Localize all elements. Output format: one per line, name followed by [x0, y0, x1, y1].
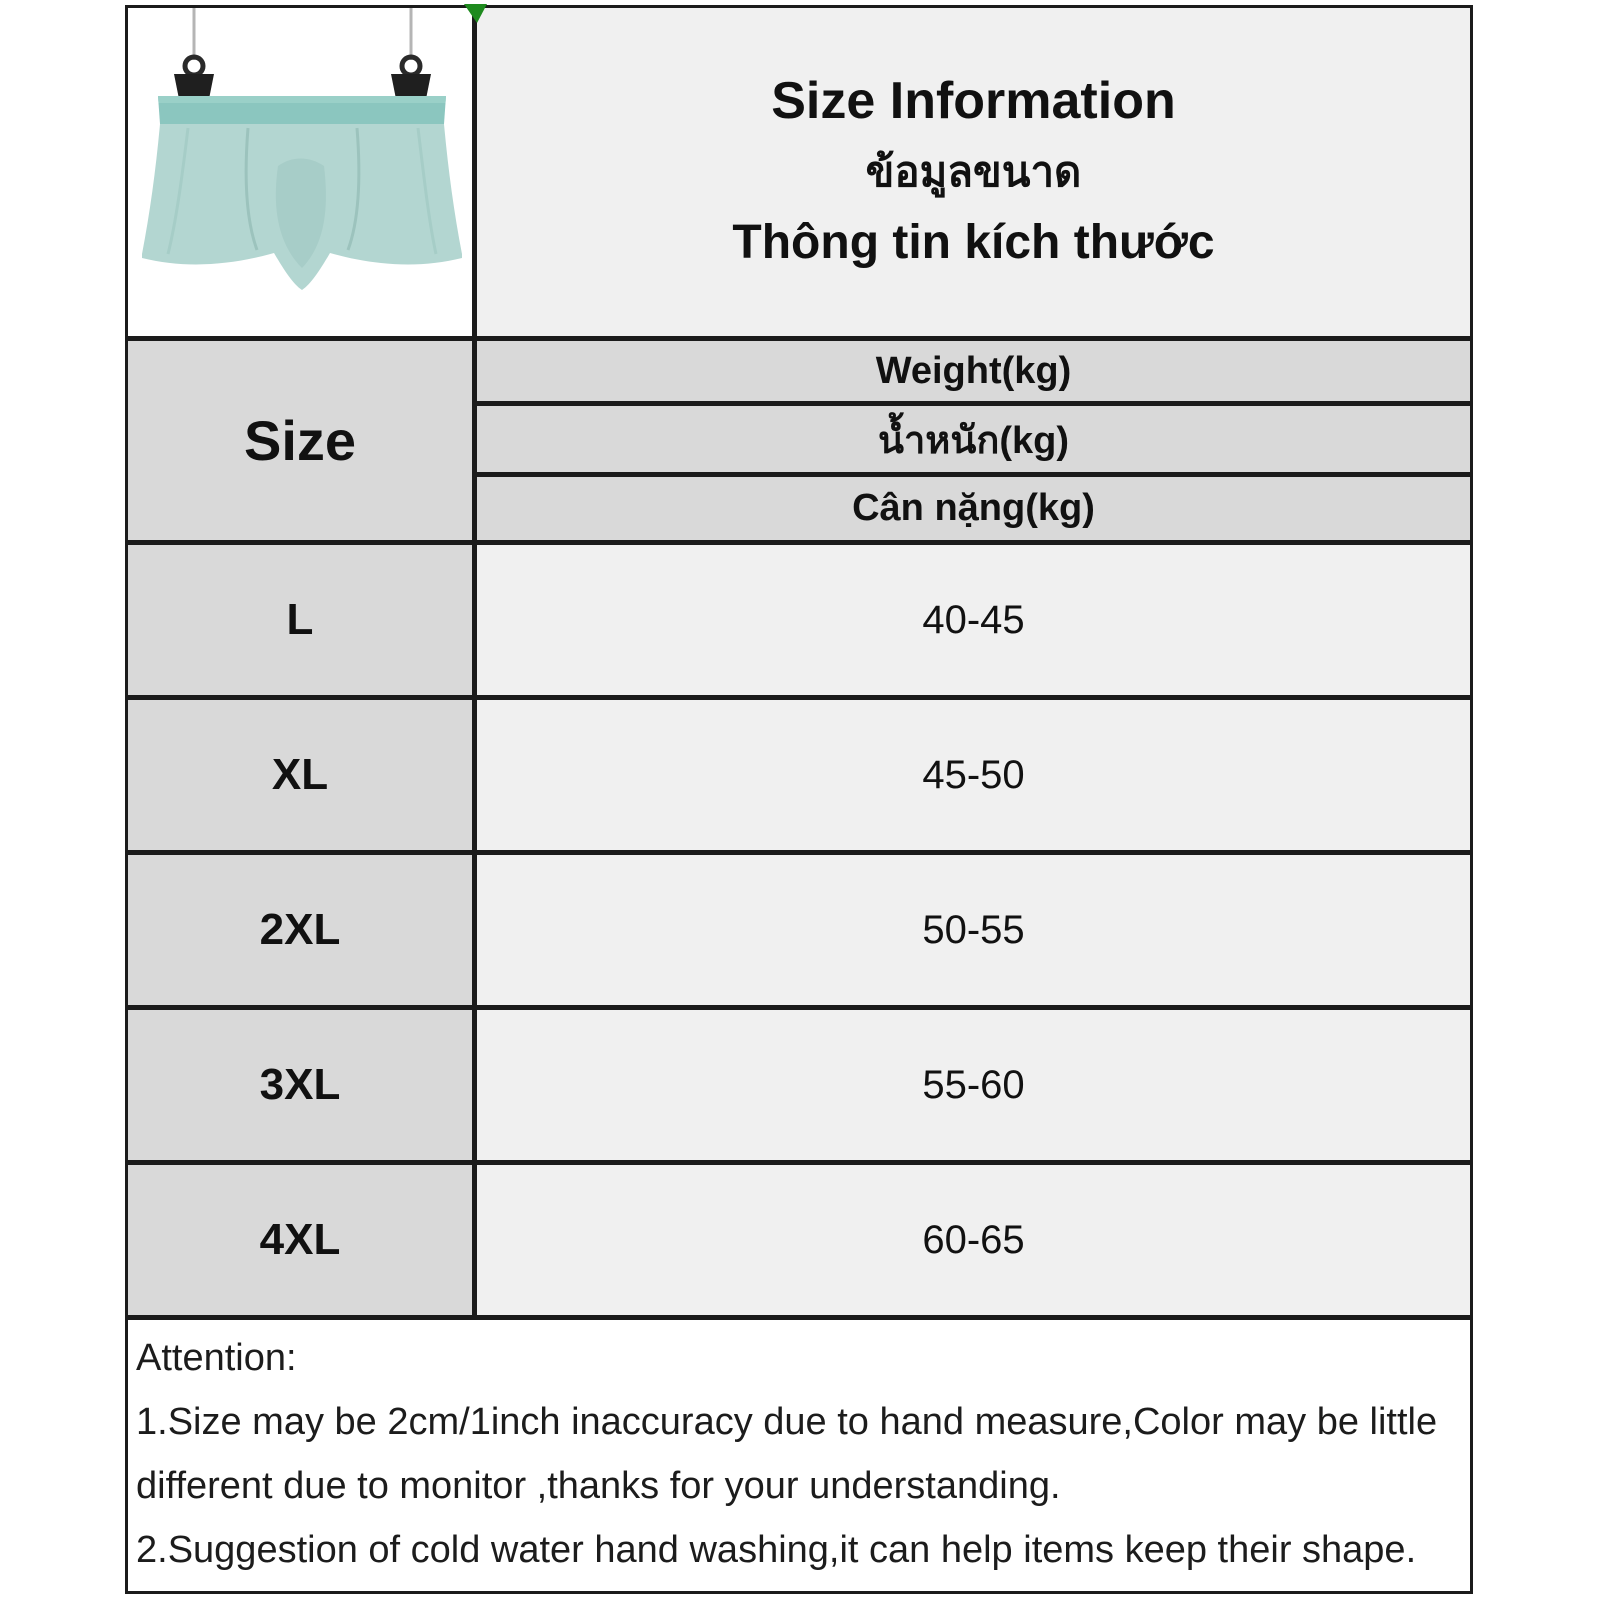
weight-header-thai: น้ำหนัก(kg)	[477, 401, 1470, 471]
weight-value: 50-55	[477, 855, 1470, 1005]
attention-line: 2.Suggestion of cold water hand washing,it can help items keep their shape.	[136, 1529, 1417, 1571]
title-cell	[477, 8, 1470, 336]
title-vietnamese: Thông tin kích thước	[732, 216, 1215, 269]
weight-header-english: Weight(kg)	[477, 341, 1470, 401]
boxers-waistband-highlight	[158, 96, 446, 103]
corner-flag-icon	[464, 4, 487, 23]
attention-section	[128, 1315, 1470, 1591]
size-label: L	[128, 545, 477, 695]
product-photo	[128, 8, 477, 336]
size-label: 4XL	[128, 1165, 477, 1315]
table-row	[128, 1005, 1470, 1160]
size-label: 3XL	[128, 1010, 477, 1160]
title-english: Size Information	[771, 72, 1176, 130]
size-chart-sheet	[125, 5, 1473, 1594]
table-row	[128, 695, 1470, 850]
size-column-header: Size	[128, 341, 477, 540]
attention-line: 1.Size may be 2cm/1inch inaccuracy due to hand measure,Color may be little different due to monitor ,thanks for your understanding.	[136, 1401, 1438, 1507]
product-image-cell	[128, 8, 477, 336]
weight-value: 60-65	[477, 1165, 1470, 1315]
table-header-band	[128, 336, 1470, 540]
table-row	[128, 1160, 1470, 1315]
weight-value: 45-50	[477, 700, 1470, 850]
size-label: XL	[128, 700, 477, 850]
weight-value: 40-45	[477, 545, 1470, 695]
attention-title: Attention:	[136, 1337, 297, 1379]
title-thai: ข้อมูลขนาด	[865, 148, 1082, 195]
table-row	[128, 850, 1470, 1005]
table-row	[128, 540, 1470, 695]
size-label: 2XL	[128, 855, 477, 1005]
top-band	[128, 8, 1470, 336]
weight-value: 55-60	[477, 1010, 1470, 1160]
weight-header-vietnamese: Cân nặng(kg)	[477, 472, 1470, 540]
weight-header-rows	[477, 341, 1470, 540]
